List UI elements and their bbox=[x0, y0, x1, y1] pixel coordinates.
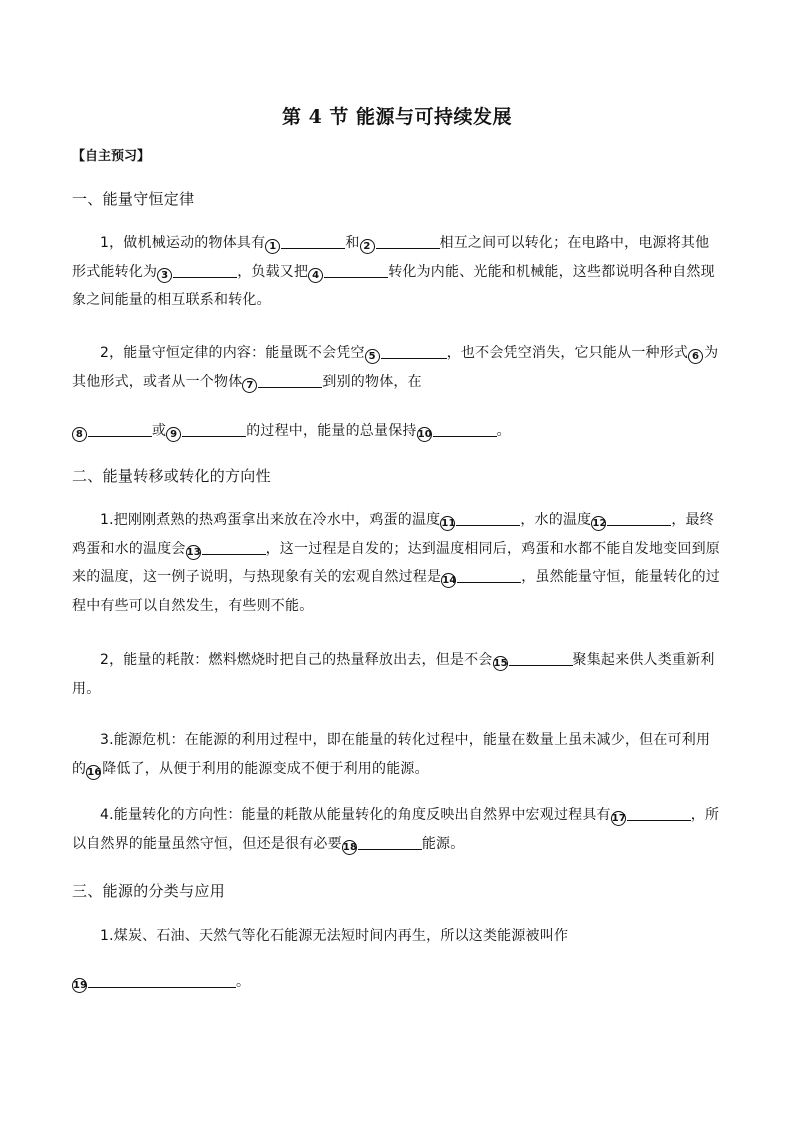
paragraph-1-2: 2，能量守恒定律的内容：能量既不会凭空 5 ，也不会凭空消失，它只能从一种形式 6 为其他形式，或者从一个物体 7 到别的物体，在 bbox=[72, 345, 719, 391]
fill-blank[interactable] bbox=[607, 511, 671, 526]
blank-number: 5 bbox=[365, 349, 380, 364]
fill-blank[interactable] bbox=[456, 511, 520, 526]
paragraph-3-1: 1.煤炭、石油、天然气等化石能源无法短时间内再生，所以这类能源被叫作 bbox=[100, 928, 569, 944]
fill-blank[interactable] bbox=[88, 422, 152, 437]
paragraph-1-3: 8 或 9 的过程中，能量的总量保持10 。 bbox=[72, 417, 722, 446]
fill-blank[interactable] bbox=[376, 234, 440, 249]
fill-blank[interactable] bbox=[457, 568, 521, 583]
blank-number: 16 bbox=[87, 766, 102, 778]
paragraph-2-1: 1.把刚刚煮熟的热鸡蛋拿出来放在冷水中，鸡蛋的温度11 ，水的温度12 ，最终鸡蛋和水的温度会13 ，这一过程是自发的；达到温度相同后，鸡蛋和水都不能自发地变回到原来的温度，这一例子说明，与热现象有关的宏观自然过程是14 ，虽然能量守恒，能量转化的过程中有些可以自然发生，有些则不能。 bbox=[72, 512, 721, 614]
blank-number: 19 bbox=[73, 980, 88, 991]
blank-number: 12 bbox=[592, 518, 607, 529]
section-heading-3: 三、能源的分类与应用 bbox=[72, 882, 226, 900]
section-heading-1: 一、能量守恒定律 bbox=[72, 190, 195, 208]
blank-number: 14 bbox=[442, 575, 457, 586]
fill-blank[interactable] bbox=[358, 835, 422, 850]
section-heading-2: 二、能量转移或转化的方向性 bbox=[72, 467, 271, 485]
section-tag: 【自主预习】 bbox=[72, 149, 151, 164]
paragraph-3-2: 19 。 bbox=[73, 974, 251, 991]
blank-number: 6 bbox=[688, 349, 703, 364]
fill-blank[interactable] bbox=[381, 344, 447, 359]
page-title: 第 4 节 能源与可持续发展 bbox=[281, 106, 513, 128]
blank-number: 1 bbox=[265, 239, 280, 254]
paragraph-2-2: 2，能量的耗散：燃料燃烧时把自己的热量释放出去，但是不会15 聚集起来供人类重新利用。 bbox=[72, 652, 715, 697]
blank-number: 10 bbox=[417, 429, 432, 440]
blank-number: 9 bbox=[166, 427, 181, 442]
fill-blank[interactable] bbox=[202, 540, 266, 555]
fill-blank[interactable] bbox=[433, 422, 497, 437]
fill-blank[interactable] bbox=[258, 373, 322, 388]
fill-blank[interactable] bbox=[88, 973, 236, 988]
fill-blank[interactable] bbox=[509, 651, 573, 666]
fill-blank[interactable] bbox=[627, 806, 691, 821]
fill-blank[interactable] bbox=[324, 263, 388, 278]
blank-number: 4 bbox=[308, 268, 323, 283]
paragraph-1-1: 1，做机械运动的物体具有 1 和 2 相互之间可以转化；在电路中，电源将其他形式能转化为 3 ，负载又把 4 转化为内能、光能和机械能，这些都说明各种自然现象之间能量的相互联系和转化。 bbox=[72, 235, 715, 308]
fill-blank[interactable] bbox=[281, 234, 345, 249]
blank-number: 3 bbox=[157, 268, 172, 283]
blank-number: 8 bbox=[72, 427, 87, 442]
blank-number: 17 bbox=[611, 813, 627, 824]
paragraph-2-3: 3.能源危机：在能源的利用过程中，即在能量的转化过程中，能量在数量上虽未减少，但在可利用的16降低了，从便于利用的能源变成不便于利用的能源。 bbox=[72, 732, 711, 778]
fill-blank[interactable] bbox=[182, 422, 246, 437]
blank-number: 2 bbox=[360, 239, 375, 254]
blank-number: 18 bbox=[342, 841, 358, 853]
blank-number: 7 bbox=[242, 378, 257, 393]
paragraph-2-4: 4.能量转化的方向性：能量的耗散从能量转化的角度反映出自然界中宏观过程具有17 ，所以自然界的能量虽然守恒，但还是很有必要18 能源。 bbox=[72, 807, 720, 853]
blank-number: 15 bbox=[493, 658, 508, 669]
blank-number: 11 bbox=[441, 518, 456, 529]
fill-blank[interactable] bbox=[173, 263, 237, 278]
blank-number: 13 bbox=[186, 546, 201, 558]
